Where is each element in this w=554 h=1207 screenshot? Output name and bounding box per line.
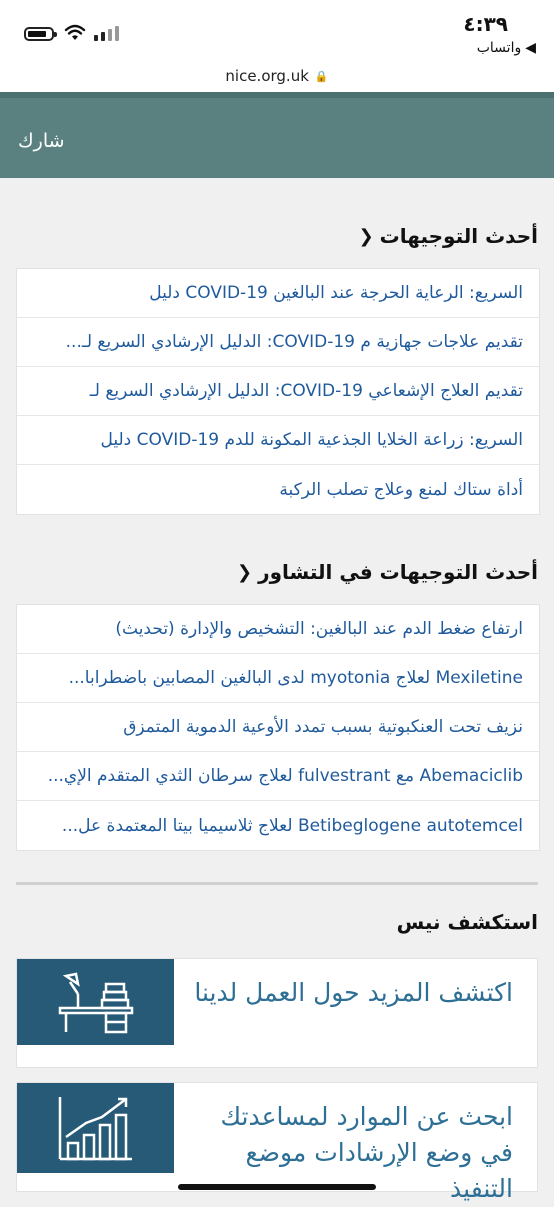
consultation-guidance-list xyxy=(16,604,540,851)
latest-guidance-list xyxy=(16,268,540,515)
explore-card-text: اكتشف المزيد حول العمل لدينا xyxy=(194,978,513,1007)
list-item[interactable]: السريع: الرعاية الحرجة عند البالغين COVID-19 دليل xyxy=(17,269,539,318)
list-item[interactable]: السريع: زراعة الخلايا الجذعية المكونة للدم COVID-19 دليل xyxy=(17,416,539,465)
home-indicator[interactable] xyxy=(178,1184,376,1190)
signal-icon xyxy=(94,26,119,41)
latest-guidance-heading[interactable] xyxy=(359,224,538,248)
lock-icon: 🔒 xyxy=(314,69,329,83)
list-item[interactable]: تقديم علاجات جهازية م COVID-19: الدليل الإرشادي السريع لـ... xyxy=(17,318,539,367)
explore-card-work[interactable] xyxy=(16,958,538,1068)
battery-icon xyxy=(24,27,54,41)
url-text: nice.org.uk xyxy=(225,67,309,85)
list-item[interactable]: تقديم العلاج الإشعاعي COVID-19: الدليل الإرشادي السريع لـ xyxy=(17,367,539,416)
list-item[interactable]: ارتفاع ضغط الدم عند البالغين: التشخيص والإدارة (تحديث) xyxy=(17,605,539,654)
explore-card-text: ابحث عن الموارد لمساعدتك في وضع الإرشادات موضع التنفيذ xyxy=(220,1102,513,1203)
explore-card-resources[interactable] xyxy=(16,1082,538,1203)
desk-lamp-icon xyxy=(17,959,174,1045)
consultation-guidance-heading[interactable] xyxy=(237,560,538,584)
explore-heading: استكشف نيس xyxy=(396,910,538,934)
list-item[interactable]: Betibeglogene autotemcel لعلاج ثلاسيميا بيتا المعتمدة عل... xyxy=(61,815,523,836)
section-divider xyxy=(16,882,538,885)
latest-guidance-title: أحدث التوجيهات xyxy=(379,224,538,248)
back-app-label: واتساب xyxy=(476,40,522,56)
clock: ٤:٣٩ xyxy=(463,12,508,36)
list-item[interactable]: أداة ستاك لمنع وعلاج تصلب الركبة xyxy=(279,479,523,500)
share-bar xyxy=(0,92,554,178)
share-button[interactable]: شارك xyxy=(18,130,65,152)
list-item[interactable]: نزيف تحت العنكبوتية بسبب تمدد الأوعية الدموية المتمزق xyxy=(17,703,539,752)
url-bar[interactable] xyxy=(0,60,554,93)
consultation-guidance-title: أحدث التوجيهات في التشاور xyxy=(258,560,538,584)
status-bar xyxy=(0,0,554,60)
back-arrow-icon: ◀ xyxy=(525,40,536,56)
list-item[interactable]: Abemaciclib مع fulvestrant لعلاج سرطان الثدي المتقدم الإي... xyxy=(17,752,539,801)
chevron-left-icon: ❮ xyxy=(358,225,374,247)
growth-chart-icon xyxy=(17,1083,174,1173)
wifi-icon xyxy=(64,24,86,42)
chevron-left-icon: ❮ xyxy=(236,561,253,583)
back-to-app-button[interactable] xyxy=(477,40,536,56)
list-item[interactable]: Mexiletine لعلاج myotonia لدى البالغين المصابين باضطرابا... xyxy=(17,654,539,703)
